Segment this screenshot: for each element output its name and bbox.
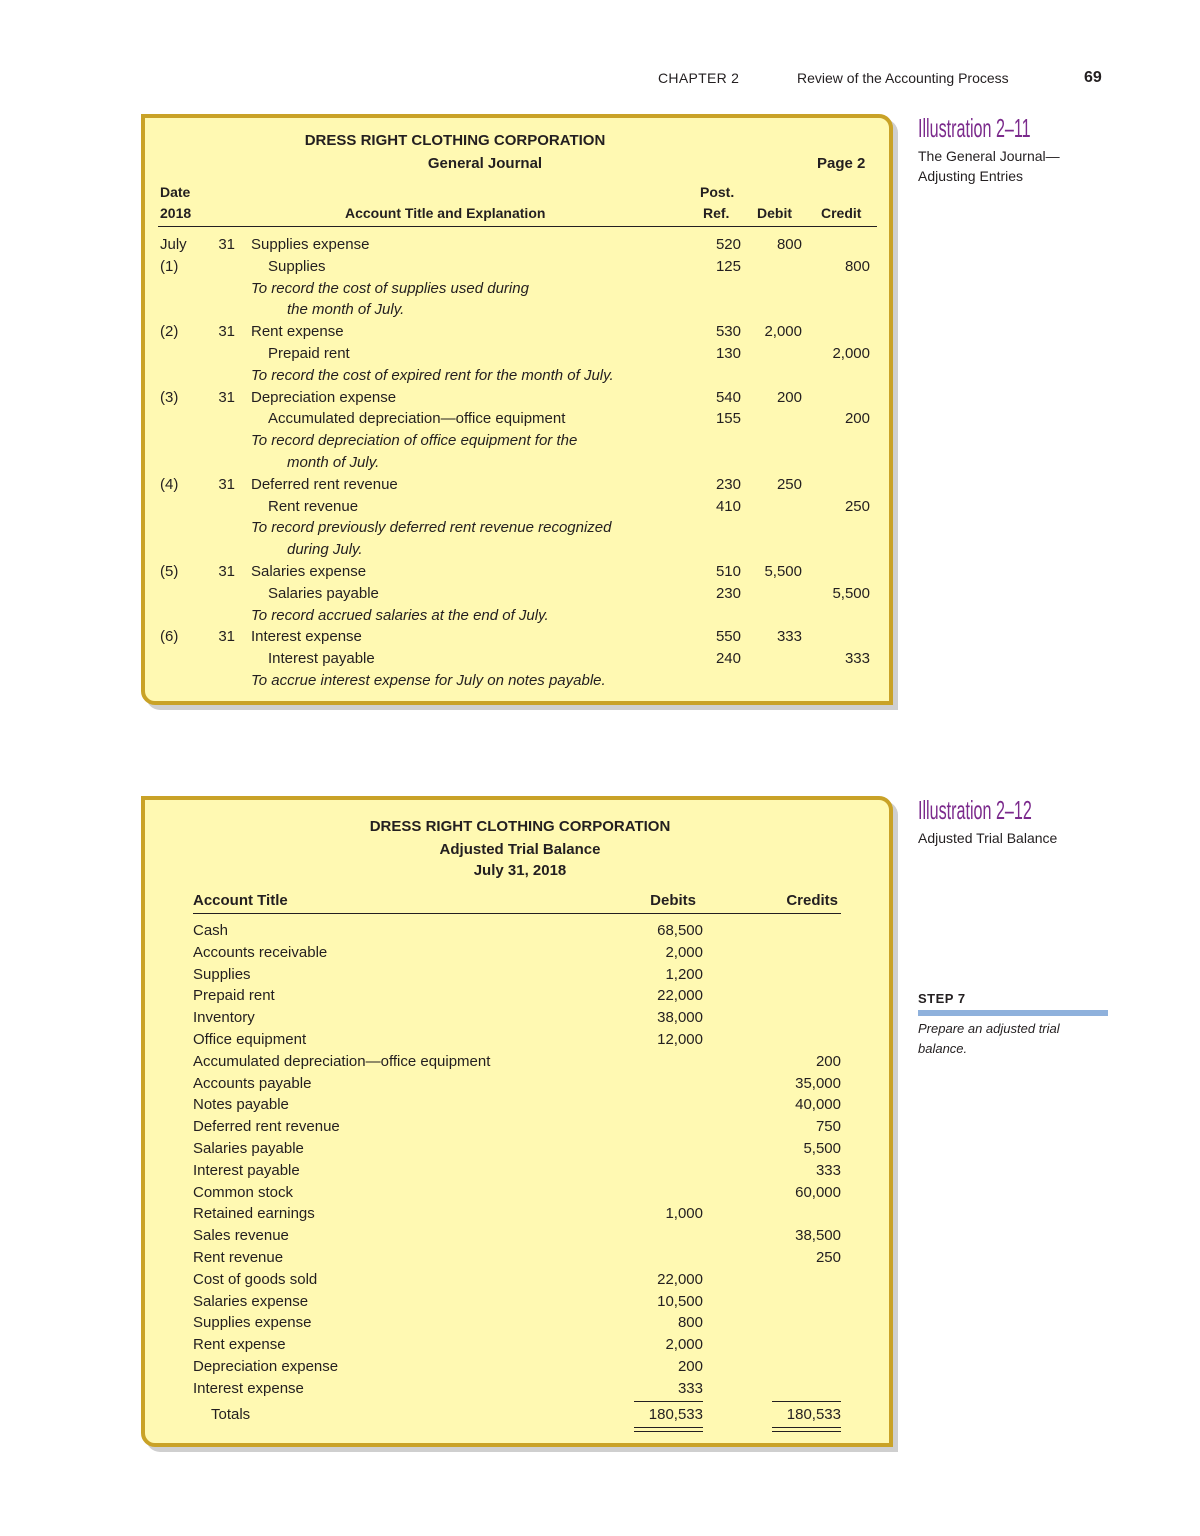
- journal-account: Interest expense: [251, 628, 362, 646]
- tb-date: July 31, 2018: [473, 862, 567, 879]
- journal-credit: 200: [844, 410, 870, 428]
- journal-account: Interest payable: [268, 650, 375, 668]
- tb-debit: 22,000: [657, 1270, 703, 1288]
- tb-account: Deferred rent revenue: [193, 1118, 340, 1136]
- illustration-2-12-label: Illustration 2–12: [918, 795, 1032, 825]
- tb-account: Accounts receivable: [193, 943, 328, 961]
- page-number: 69: [1084, 69, 1102, 86]
- journal-credit: 800: [844, 257, 870, 275]
- tb-account: Depreciation expense: [193, 1358, 339, 1375]
- journal-title: General Journal: [427, 155, 543, 172]
- tb-account: Supplies: [193, 965, 251, 983]
- tb-debit: 68,500: [657, 922, 703, 939]
- illustration-2-11-sidebar: [918, 114, 1108, 186]
- journal-account: Depreciation expense: [251, 388, 397, 406]
- journal-day: 31: [218, 236, 235, 253]
- tb-account: Interest expense: [193, 1379, 304, 1397]
- totals-debit: 180,533: [648, 1406, 703, 1423]
- journal-post-ref: 230: [715, 584, 741, 602]
- step-7-note: [918, 991, 1108, 1059]
- journal-entry-number: (2): [160, 323, 179, 341]
- header-account: Account Title and Explanation: [345, 205, 546, 221]
- journal-entry-number: (3): [160, 388, 179, 406]
- journal-credit: 333: [844, 650, 870, 668]
- tb-header-account: Account Title: [193, 892, 288, 909]
- tb-debit: 2,000: [665, 1336, 703, 1354]
- step-text: [918, 1019, 1108, 1059]
- tb-credit: 40,000: [795, 1096, 841, 1114]
- tb-credit: 60,000: [795, 1183, 841, 1201]
- tb-credit: 35,000: [795, 1074, 841, 1092]
- tb-account: Retained earnings: [193, 1205, 315, 1223]
- tb-credit: 333: [815, 1161, 841, 1179]
- step-bar: [918, 1010, 1108, 1016]
- journal-post-ref: 155: [715, 410, 741, 428]
- running-head: [0, 70, 1200, 90]
- journal-debit: 2,000: [764, 323, 802, 341]
- tb-debit: 10,500: [657, 1292, 703, 1310]
- section-title: Review of the Accounting Process: [797, 70, 1009, 86]
- journal-debit: 333: [776, 628, 802, 646]
- journal-month: July: [160, 236, 187, 253]
- journal-explanation: the month of July.: [287, 301, 405, 319]
- tb-header-rule: [193, 913, 841, 914]
- illustration-2-11-label: Illustration 2–11: [918, 113, 1031, 143]
- journal-debit: 800: [776, 236, 802, 253]
- tb-account: Notes payable: [193, 1096, 289, 1114]
- tb-account: Common stock: [193, 1183, 294, 1201]
- header-date: Date: [160, 184, 191, 200]
- journal-entry-number: (1): [160, 257, 179, 275]
- journal-credit: 5,500: [832, 584, 870, 602]
- journal-post-ref: 240: [715, 650, 741, 668]
- debit-total-rule-top: [634, 1401, 703, 1402]
- caption-line-2: Adjusting Entries: [918, 168, 1024, 184]
- totals-label: Totals: [211, 1406, 251, 1423]
- journal-post-ref: 510: [715, 563, 741, 580]
- tb-title: Adjusted Trial Balance: [439, 841, 601, 858]
- journal-explanation: To record the cost of supplies used during: [251, 279, 529, 297]
- header-post: Post.: [700, 184, 735, 200]
- tb-debit: 1,000: [665, 1205, 703, 1223]
- tb-debit: 1,200: [665, 965, 703, 983]
- journal-day: 31: [218, 323, 235, 341]
- tb-debit: 800: [677, 1314, 703, 1332]
- tb-account: Rent expense: [193, 1336, 286, 1354]
- journal-company: DRESS RIGHT CLOTHING CORPORATION: [304, 132, 606, 149]
- tb-account: Cash: [193, 922, 229, 939]
- tb-debit: 22,000: [657, 987, 703, 1005]
- illustration-2-12-sidebar: [918, 796, 1108, 848]
- tb-account: Accumulated depreciation—office equipment: [193, 1052, 491, 1070]
- tb-account: Rent revenue: [193, 1249, 284, 1266]
- tb-account: Interest payable: [193, 1161, 300, 1179]
- header-year: 2018: [160, 205, 192, 221]
- tb-credit: 750: [815, 1118, 841, 1136]
- journal-explanation: To record depreciation of office equipment for the: [251, 432, 578, 450]
- journal-day: 31: [218, 388, 235, 406]
- credit-total-rule-top: [772, 1401, 841, 1402]
- tb-debit: 200: [677, 1358, 703, 1375]
- tb-account: Inventory: [193, 1009, 255, 1027]
- journal-account: Supplies: [268, 257, 326, 275]
- tb-account: Prepaid rent: [193, 987, 275, 1005]
- tb-account: Supplies expense: [193, 1314, 312, 1332]
- journal-debit: 250: [776, 475, 802, 493]
- journal-day: 31: [218, 563, 235, 580]
- tb-debit: 12,000: [657, 1031, 703, 1048]
- tb-account: Salaries payable: [193, 1140, 304, 1157]
- journal-account: Prepaid rent: [268, 345, 350, 362]
- tb-company: DRESS RIGHT CLOTHING CORPORATION: [369, 818, 671, 835]
- journal-explanation: To accrue interest expense for July on notes payable.: [251, 672, 606, 689]
- header-rule: [158, 226, 877, 227]
- tb-header-credits: Credits: [786, 892, 838, 909]
- journal-entry-number: (5): [160, 563, 179, 580]
- illustration-2-12-caption: Adjusted Trial Balance: [918, 830, 1058, 846]
- trial-balance-panel: [141, 796, 893, 1447]
- journal-account: Rent revenue: [268, 497, 359, 515]
- step-text-line-1: Prepare an adjusted trial: [918, 1021, 1060, 1036]
- header-debit: Debit: [757, 205, 792, 221]
- credit-total-double-rule: [772, 1427, 841, 1432]
- tb-header-debits: Debits: [650, 892, 696, 909]
- tb-credit: 200: [815, 1052, 841, 1070]
- journal-entry-number: (4): [160, 475, 179, 493]
- step-label: STEP 7: [918, 991, 966, 1006]
- journal-account: Deferred rent revenue: [251, 475, 398, 493]
- journal-credit: 2,000: [832, 345, 870, 362]
- tb-credit: 250: [815, 1249, 841, 1266]
- tb-credit: 38,500: [795, 1227, 841, 1245]
- journal-post-ref: 540: [715, 388, 741, 406]
- journal-account: Accumulated depreciation—office equipment: [268, 410, 566, 428]
- tb-credit: 5,500: [803, 1140, 841, 1157]
- journal-debit: 200: [776, 388, 802, 406]
- journal-credit: 250: [844, 497, 870, 515]
- journal-explanation: month of July.: [287, 454, 380, 471]
- journal-entry-number: (6): [160, 628, 179, 646]
- tb-debit: 2,000: [665, 943, 703, 961]
- journal-explanation: To record previously deferred rent revenue recognized: [251, 519, 612, 537]
- journal-post-ref: 550: [715, 628, 741, 646]
- tb-account: Office equipment: [193, 1031, 307, 1048]
- journal-account: Supplies expense: [251, 236, 370, 253]
- journal-account: Rent expense: [251, 323, 344, 341]
- chapter-label: CHAPTER 2: [658, 70, 740, 86]
- tb-account: Salaries expense: [193, 1292, 309, 1310]
- journal-debit: 5,500: [764, 563, 802, 580]
- journal-account: Salaries expense: [251, 563, 367, 580]
- journal-day: 31: [218, 628, 235, 646]
- journal-post-ref: 125: [715, 257, 741, 275]
- journal-page: Page 2: [817, 155, 866, 172]
- journal-post-ref: 130: [715, 345, 741, 362]
- tb-debit: 333: [677, 1379, 703, 1397]
- header-ref: Ref.: [703, 205, 730, 221]
- tb-account: Sales revenue: [193, 1227, 289, 1245]
- journal-post-ref: 530: [715, 323, 741, 341]
- header-credit: Credit: [821, 205, 862, 221]
- tb-debit: 38,000: [657, 1009, 703, 1027]
- tb-account: Accounts payable: [193, 1074, 312, 1092]
- tb-account: Cost of goods sold: [193, 1270, 318, 1288]
- journal-post-ref: 230: [715, 475, 741, 493]
- journal-day: 31: [218, 475, 235, 493]
- journal-post-ref: 410: [715, 497, 741, 515]
- journal-explanation: To record the cost of expired rent for the month of July.: [251, 366, 614, 384]
- step-text-line-2: balance.: [918, 1041, 968, 1056]
- general-journal-panel: [141, 114, 893, 705]
- illustration-2-11-caption: [918, 146, 1108, 186]
- totals-credit: 180,533: [786, 1406, 841, 1423]
- caption-line-1: The General Journal—: [918, 148, 1060, 164]
- debit-total-double-rule: [634, 1427, 703, 1432]
- journal-account: Salaries payable: [268, 584, 379, 602]
- journal-explanation: during July.: [287, 541, 363, 559]
- journal-explanation: To record accrued salaries at the end of July.: [251, 606, 549, 624]
- journal-post-ref: 520: [715, 236, 741, 253]
